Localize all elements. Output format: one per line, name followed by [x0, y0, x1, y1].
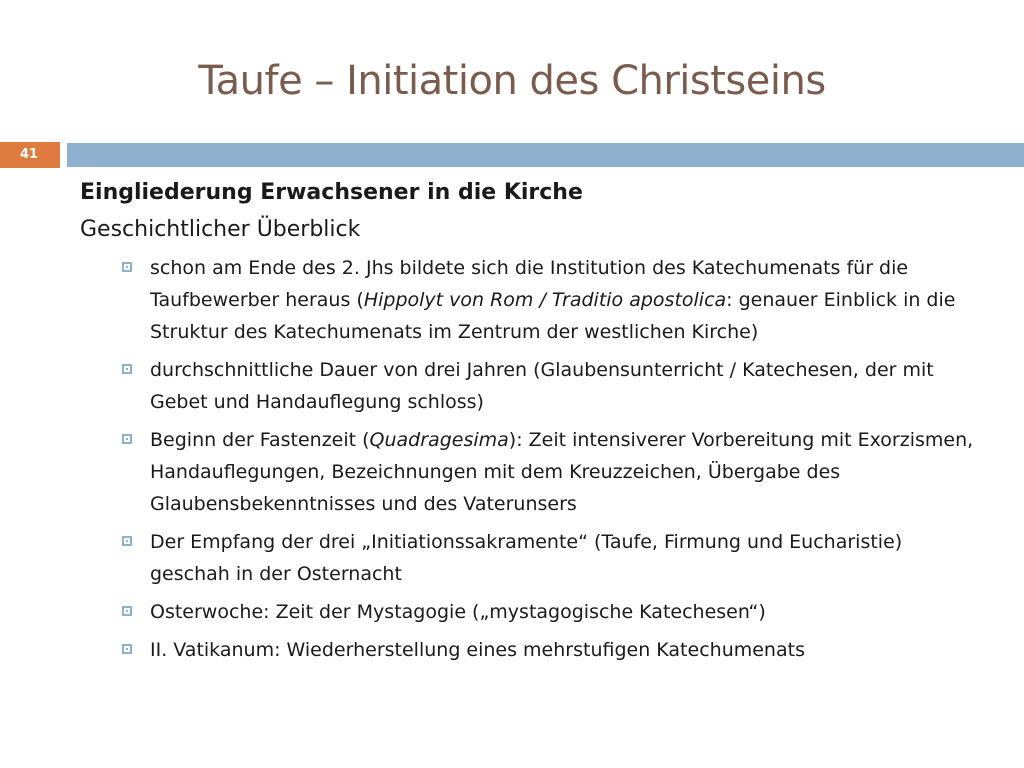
square-bullet-icon: [122, 364, 132, 374]
bullet-text: Beginn der Fastenzeit (: [150, 429, 370, 451]
header-rule-bar: [67, 143, 1024, 167]
bullet-text: Der Empfang der drei „Initiationssakramente“ (Taufe, Firmung und Eucharistie) geschah in der Osternacht: [150, 531, 903, 585]
bullet-text-italic: Quadragesima: [369, 429, 509, 451]
square-bullet-icon: [122, 606, 132, 616]
bullet-item: [122, 526, 980, 590]
subsection-heading: Geschichtlicher Überblick: [80, 217, 361, 242]
bullet-text: Osterwoche: Zeit der Mystagogie („mystagogische Katechesen“): [150, 601, 766, 623]
bullet-text: II. Vatikanum: Wiederherstellung eines mehrstufigen Katechumenats: [150, 639, 805, 661]
square-bullet-icon: [122, 536, 132, 546]
slide-title: Taufe – Initiation des Christseins: [198, 58, 826, 104]
bullet-list: [80, 252, 980, 666]
bullet-item: [122, 596, 980, 628]
bullet-item: [122, 252, 980, 348]
bullet-item: [122, 634, 980, 666]
bullet-item: [122, 354, 980, 418]
square-bullet-icon: [122, 262, 132, 272]
bullet-text: ): Zeit intensiverer Vorbereitung mit Exorzismen, Handauflegungen, Bezeichnungen mit dem Kreuzzeichen, Übergabe des Glaubensbekenntnisses und des Vaterunsers: [150, 429, 974, 515]
bullet-text: : genauer Einblick in die Struktur des Katechumenats im Zentrum der westlichen Kirche): [150, 289, 956, 343]
square-bullet-icon: [122, 434, 132, 444]
bullet-text: durchschnittliche Dauer von drei Jahren (Glaubensunterricht / Katechesen, der mit Gebet und Handauflegung schloss): [150, 359, 934, 413]
section-heading: Eingliederung Erwachsener in die Kirche: [80, 180, 583, 205]
square-bullet-icon: [122, 644, 132, 654]
bullet-item: [122, 424, 980, 520]
page-number-badge: 41: [0, 142, 60, 168]
bullet-text: schon am Ende des 2. Jhs bildete sich die Institution des Katechumenats für die Taufbewerber heraus (: [150, 257, 909, 311]
bullet-text-italic: Hippolyt von Rom / Traditio apostolica: [363, 289, 727, 311]
slide-content: [80, 180, 980, 672]
